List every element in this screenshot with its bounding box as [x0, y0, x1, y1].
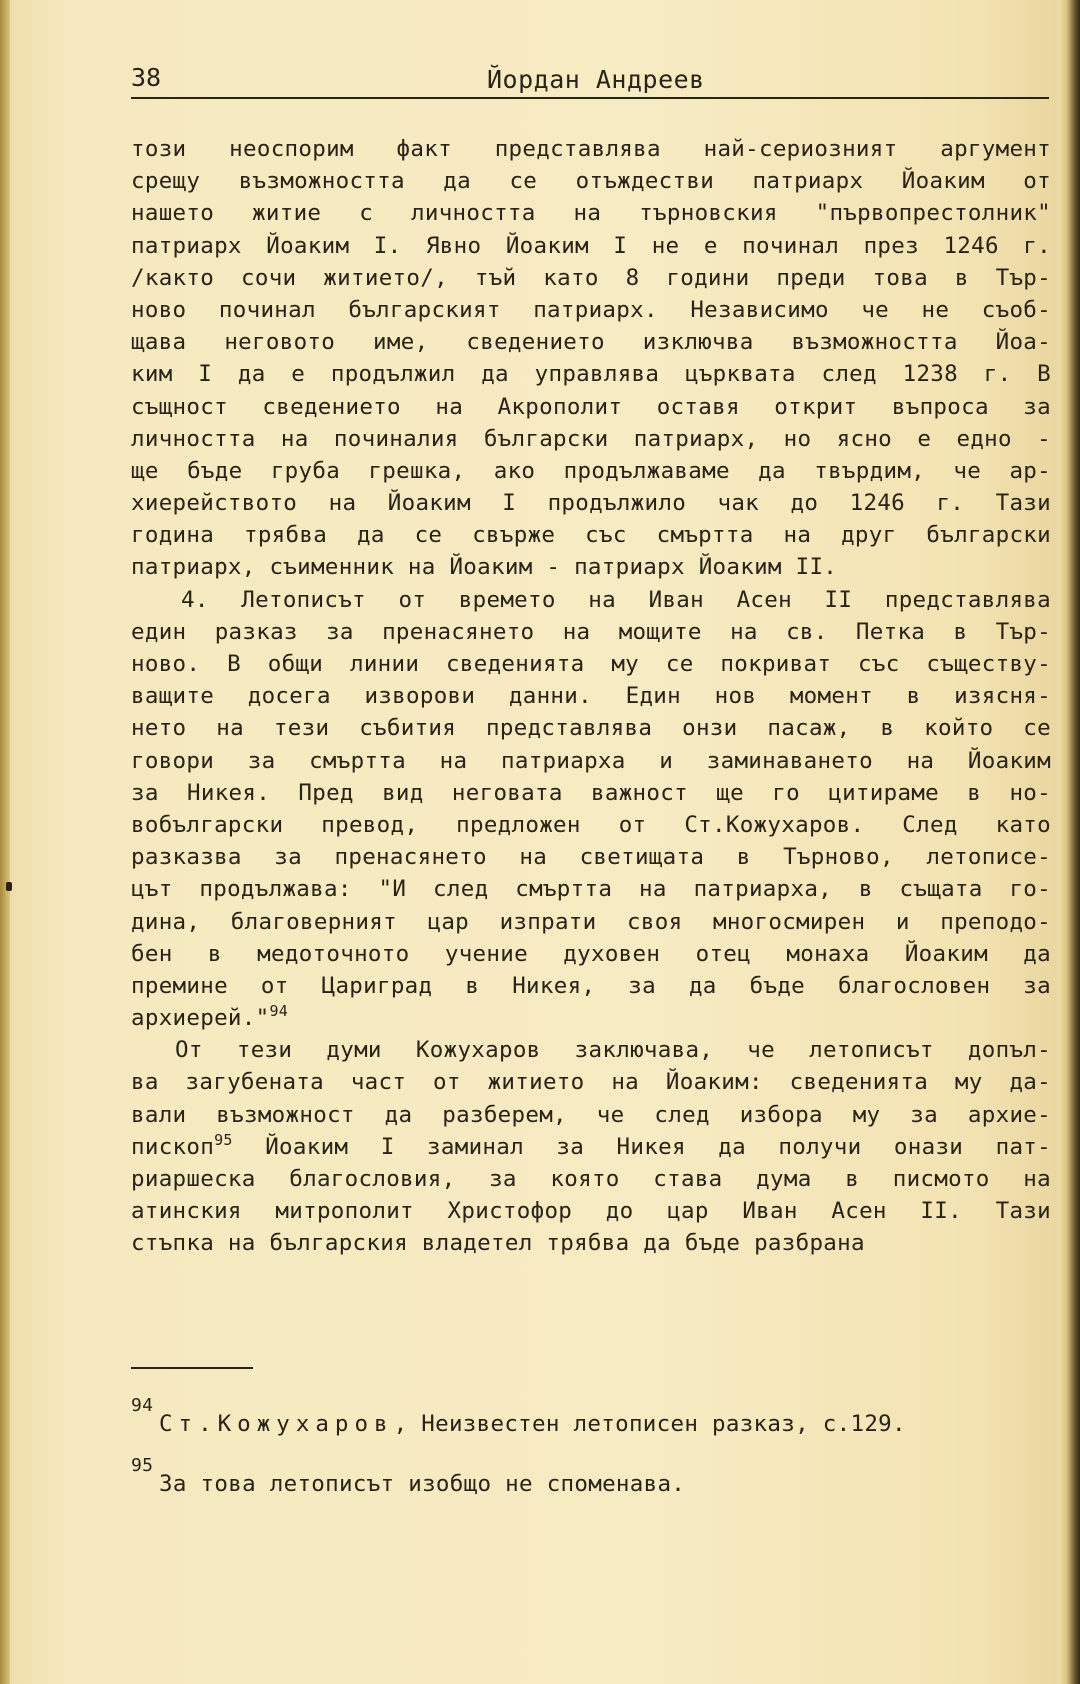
text-line: атинския митрополит Христофор до цар Иван Асен II. Тази: [131, 1198, 1051, 1225]
text-line: ново починал българският патриарх. Независимо че не съоб-: [131, 296, 1051, 323]
text-line: срещу възможността да се отъждестви патриарх Йоаким от: [131, 168, 1051, 195]
text-after-note: Йоаким I заминал за Никея да получи онази пат-: [232, 1133, 1051, 1160]
footnote-95: [131, 1455, 1031, 1515]
text-line: стъпка на българския владетел трябва да бъде разбрана: [131, 1230, 865, 1257]
text-line: година трябва да се свърже със смъртта на друг български: [131, 522, 1051, 549]
text-line: за Никея. Пред вид неговата важност ще го цитираме в но-: [131, 779, 1051, 806]
text-line-with-note: [131, 1002, 1051, 1034]
text-line: патриарх Йоаким I. Явно Йоаким I не е починал през 1246 г.: [131, 232, 1051, 259]
page-left-edge: [0, 0, 10, 1684]
text-line: личността на починалия български патриарх, но ясно е едно -: [131, 425, 1051, 452]
text-line: говори за смъртта на патриарха и заминаването на Йоаким: [131, 747, 1051, 774]
text-line: патриарх, съименник на Йоаким - патриарх Йоаким II.: [131, 554, 838, 581]
footnote-author: Ст.Кожухаров: [159, 1411, 394, 1437]
text-line: нето на тези събития представлява онзи пасаж, в който се: [131, 715, 1051, 742]
text-line: риаршеска благословия, за която става дума в писмото на: [131, 1166, 1051, 1192]
text-line: хиерейството на Йоаким I продължило чак до 1246 г. Тази: [131, 490, 1051, 517]
text-line: дина, благоверният цар изпрати своя многосмирен и преподо-: [131, 908, 1051, 935]
footnote-ref-94[interactable]: 94: [269, 1002, 289, 1021]
text-line: този неоспорим факт представлява най-сериозният аргумент: [131, 136, 1051, 162]
text-line: премине от Цариград в Никея, за да бъде благословен за: [131, 972, 1051, 999]
footnotes: [131, 1395, 1031, 1515]
text-line: ще бъде груба грешка, ако продължаваме да твърдим, че ар-: [131, 457, 1051, 484]
footnote-citation: , Неизвестен летописен разказ, с.129.: [393, 1411, 906, 1437]
page-number: 38: [131, 63, 162, 92]
footnote-text: За това летописът изобщо не споменава.: [159, 1471, 686, 1497]
text-line-with-note: [131, 1131, 1051, 1163]
footnote-number: 94: [131, 1395, 154, 1416]
header-rule: [131, 97, 1049, 99]
text-line: бен в медоточното учение духовен отец монаха Йоаким да: [131, 940, 1051, 967]
text-line: един разказ за пренасянето на мощите на св. Петка в Тър-: [131, 618, 1051, 645]
text-line: вали възможност да разберем, че след избора му за архие-: [131, 1101, 1051, 1128]
paragraph-start-line: 4. Летописът от времето на Иван Асен II представлява: [181, 586, 1051, 613]
text-line: ким I да е продължил да управлява църквата след 1238 г. В: [131, 361, 1051, 388]
text-before-note: пископ: [131, 1133, 215, 1160]
footnote-rule: [131, 1367, 253, 1369]
text-line: ващите досега изворови данни. Един нов момент в изясня-: [131, 683, 1051, 710]
footnote-text: [159, 1409, 906, 1439]
text-line: същност сведението на Акрополит оставя открит въпроса за: [131, 393, 1051, 420]
body-text: [131, 133, 1051, 1260]
text-line: /както сочи житието/, тъй като 8 години преди това в Тър-: [131, 264, 1051, 291]
page-binding-shadow: [1058, 0, 1080, 1684]
footnote-number: 95: [131, 1455, 154, 1476]
running-head: [131, 62, 1049, 102]
text-line: щава неговото име, сведението изключва възможността Йоа-: [131, 329, 1051, 356]
quote-end-text: архиерей.": [131, 1005, 270, 1032]
text-line: ва загубената част от житието на Йоаким: сведенията му да-: [131, 1069, 1051, 1096]
text-line: разказва за пренасянето на светищата в Търново, летописе-: [131, 844, 1051, 871]
text-line: цът продължава: "И след смъртта на патриарха, в същата го-: [131, 876, 1051, 903]
footnote-94: [131, 1395, 1031, 1455]
text-line: ново. В общи линии сведенията му се покриват със съществу-: [131, 651, 1051, 677]
footnote-ref-95[interactable]: 95: [214, 1130, 233, 1149]
margin-mark: [6, 882, 12, 891]
text-line: вобългарски превод, предложен от Ст.Кожухаров. След като: [131, 811, 1051, 838]
running-title: Йордан Андреев: [487, 65, 705, 94]
paragraph-start-line: От тези думи Кожухаров заключава, че летописът допъл-: [175, 1037, 1051, 1064]
text-line: нашето житие с личността на търновския "първопрестолник": [131, 200, 1051, 227]
